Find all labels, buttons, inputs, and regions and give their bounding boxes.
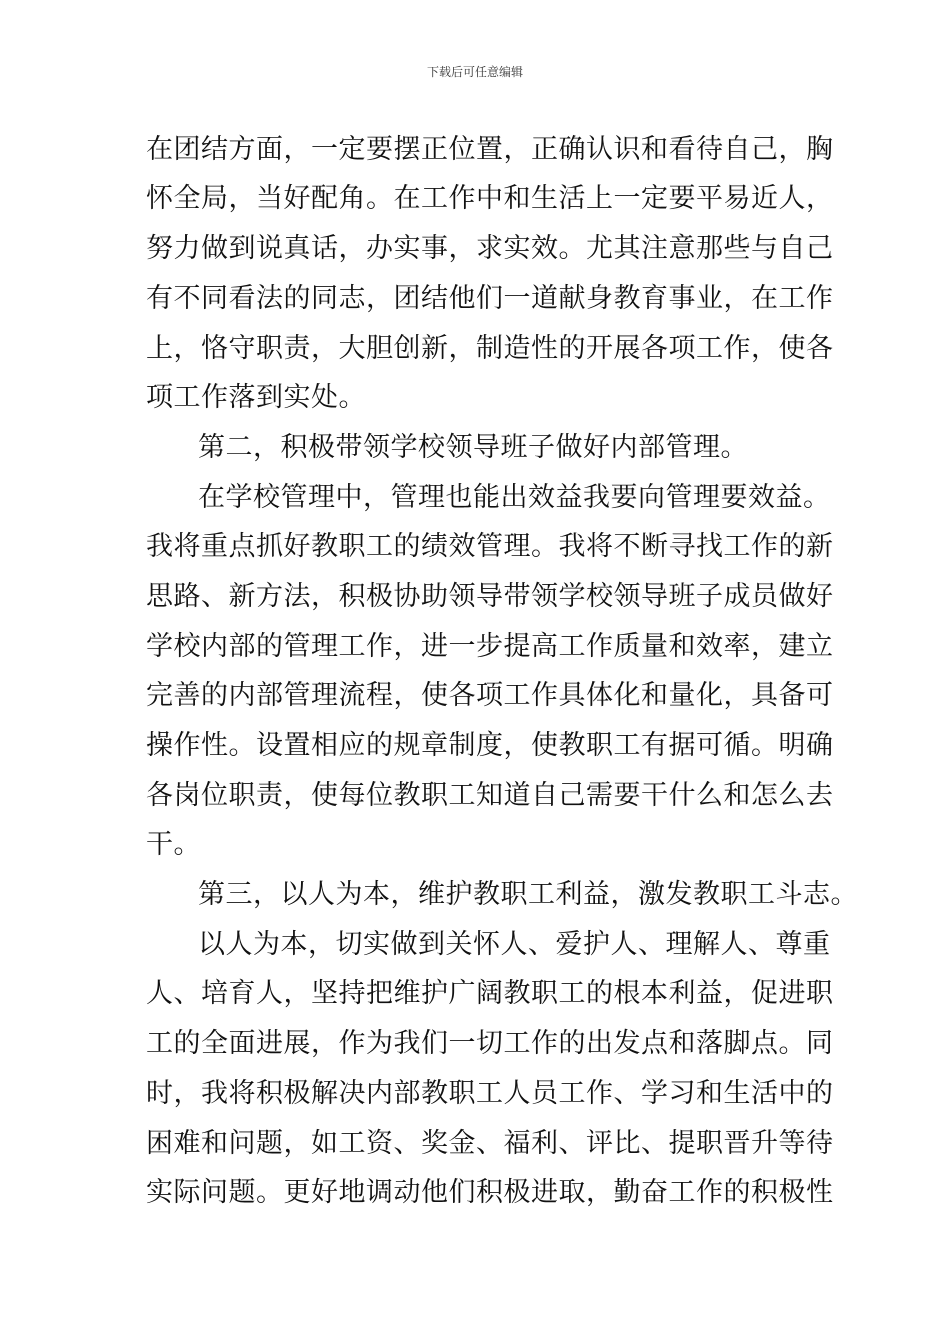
section-heading: 第三，以人为本，维护教职工利益，激发教职工斗志。 <box>198 879 858 910</box>
page-header: 下载后可任意编辑 <box>426 65 523 79</box>
body-line: 有不同看法的同志，团结他们一道献身教育事业，在工作 <box>146 283 834 314</box>
body-line: 努力做到说真话，办实事，求实效。尤其注意那些与自己 <box>146 233 834 264</box>
body-line: 在团结方面，一定要摆正位置，正确认识和看待自己，胸 <box>146 134 834 165</box>
body-line: 困难和问题，如工资、奖金、福利、评比、提职晋升等待 <box>146 1128 834 1159</box>
body-line: 学校内部的管理工作，进一步提高工作质量和效率，建立 <box>146 631 834 662</box>
body-line: 思路、新方法，积极协助领导带领学校领导班子成员做好 <box>146 581 834 612</box>
body-line: 完善的内部管理流程，使各项工作具体化和量化，具备可 <box>146 680 834 711</box>
body-line: 操作性。设置相应的规章制度，使教职工有据可循。明确 <box>146 730 834 761</box>
body-line: 上，恪守职责，大胆创新，制造性的开展各项工作，使各 <box>146 333 834 364</box>
body-line: 在学校管理中，管理也能出效益我要向管理要效益。 <box>198 482 831 513</box>
body-line: 人、培育人，坚持把维护广阔教职工的根本利益，促进职 <box>146 978 834 1009</box>
body-line: 时，我将积极解决内部教职工人员工作、学习和生活中的 <box>146 1078 834 1109</box>
body-line: 项工作落到实处。 <box>146 382 366 413</box>
section-heading: 第二，积极带领学校领导班子做好内部管理。 <box>198 432 748 463</box>
body-line: 各岗位职责，使每位教职工知道自己需要干什么和怎么去 <box>146 780 834 811</box>
body-line: 实际问题。更好地调动他们积极进取，勤奋工作的积极性 <box>146 1177 834 1208</box>
body-line: 以人为本，切实做到关怀人、爱护人、理解人、尊重 <box>198 929 831 960</box>
body-line: 干。 <box>146 829 201 860</box>
body-line: 我将重点抓好教职工的绩效管理。我将不断寻找工作的新 <box>146 531 834 562</box>
body-line: 怀全局，当好配角。在工作中和生活上一定要平易近人， <box>146 183 834 214</box>
body-line: 工的全面进展，作为我们一切工作的出发点和落脚点。同 <box>146 1028 834 1059</box>
